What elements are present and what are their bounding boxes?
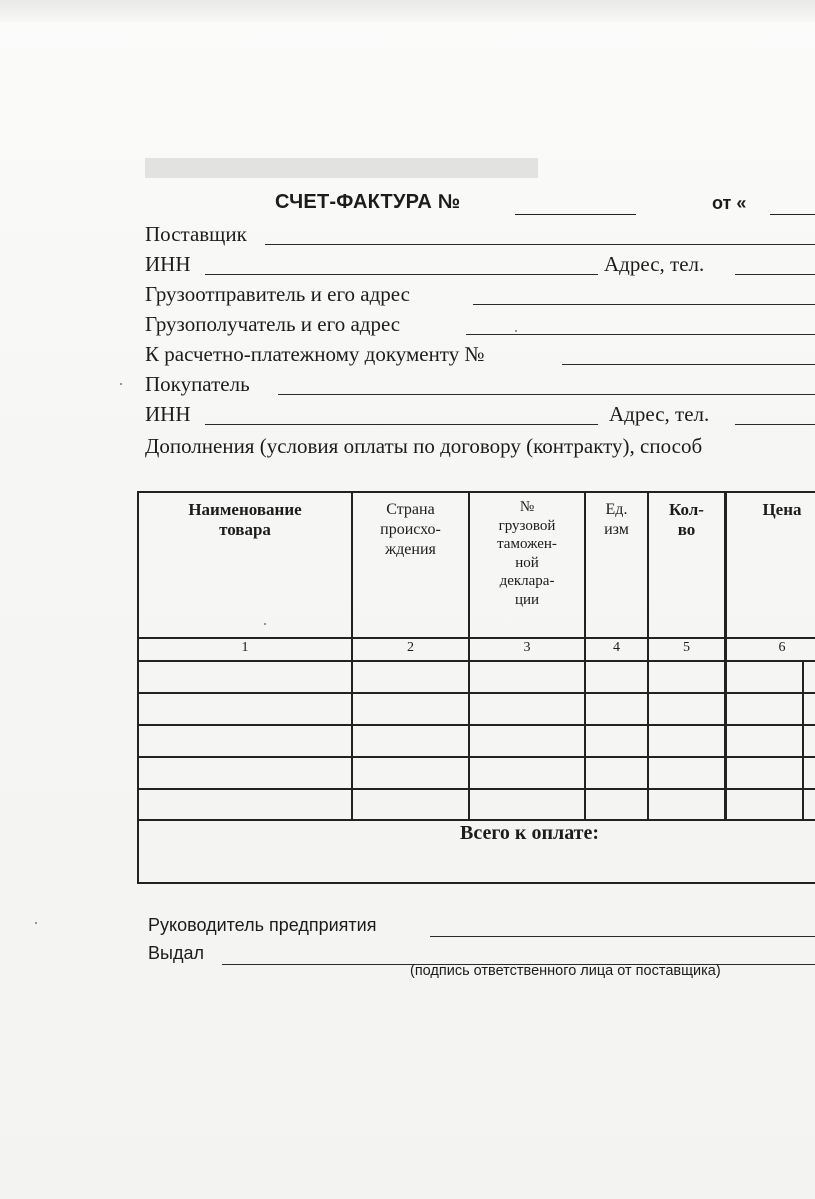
table-row-line	[137, 660, 815, 662]
additions-label: Дополнения (условия оплаты по договору (контракту), способ	[145, 434, 703, 458]
table-row-line	[137, 819, 815, 821]
head-signature-line[interactable]	[430, 936, 815, 937]
column-number: 5	[683, 640, 690, 655]
header-unit	[586, 500, 647, 540]
address-line-1[interactable]	[735, 274, 815, 275]
shipper-line[interactable]	[473, 304, 815, 305]
buyer-line[interactable]	[278, 394, 815, 395]
header-band	[145, 158, 538, 178]
table-bottom-border	[137, 882, 815, 884]
header-line: ции	[514, 591, 540, 608]
payment-doc-label: К расчетно-платежному документу №	[145, 342, 485, 366]
issued-signature-label: Выдал	[148, 943, 204, 963]
column-number: 1	[241, 640, 249, 655]
header-country	[353, 500, 468, 560]
header-line: ждения	[385, 541, 436, 558]
header-customs-declaration	[470, 498, 584, 609]
header-line: Страна	[386, 501, 435, 518]
payment-doc-line[interactable]	[562, 364, 815, 365]
header-line: происхо-	[380, 521, 441, 538]
header-line: Наименование	[188, 500, 302, 519]
table-header-bottom-border	[137, 637, 815, 639]
column-number: 4	[613, 640, 620, 655]
address-label-2: Адрес, тел.	[609, 402, 710, 426]
header-line: Кол-	[669, 500, 704, 519]
total-label: Всего к оплате:	[460, 822, 600, 844]
head-signature-label: Руководитель предприятия	[148, 915, 377, 935]
scan-speck	[264, 623, 266, 625]
invoice-date-label: от «	[712, 193, 747, 213]
table-col-line	[802, 660, 804, 820]
table-row-line	[137, 724, 815, 726]
header-line: деклара-	[499, 573, 555, 589]
header-line: грузовой	[498, 517, 556, 534]
column-number: 3	[523, 640, 531, 655]
column-number: 6	[778, 640, 786, 655]
address-label-1: Адрес, тел.	[604, 252, 705, 276]
header-line: таможен-	[497, 536, 557, 552]
header-line: Цена	[762, 500, 802, 519]
scan-speck	[515, 330, 517, 332]
table-col-line	[137, 491, 139, 884]
header-line: ной	[515, 554, 539, 571]
inn-line-2[interactable]	[205, 424, 598, 425]
invoice-date-line[interactable]	[770, 214, 815, 215]
table-row-line	[137, 692, 815, 694]
supplier-label: Поставщик	[145, 222, 247, 246]
table-row-line	[137, 788, 815, 790]
buyer-label: Покупатель	[145, 372, 250, 396]
scan-top-strip	[0, 0, 815, 22]
supplier-line[interactable]	[265, 244, 815, 245]
shipper-label: Грузоотправитель и его адрес	[145, 282, 410, 306]
inn-label-2: ИНН	[145, 402, 191, 426]
header-quantity	[649, 500, 724, 540]
scan-speck	[35, 922, 37, 924]
header-line: №	[519, 499, 535, 515]
header-line: товара	[219, 520, 271, 539]
column-number: 2	[407, 640, 414, 655]
header-product-name	[139, 500, 351, 540]
signature-note: (подпись ответственного лица от поставщика)	[410, 963, 721, 979]
invoice-title: СЧЕТ-ФАКТУРА №	[275, 191, 461, 213]
consignee-label: Грузополучатель и его адрес	[145, 312, 401, 336]
invoice-number-line[interactable]	[515, 214, 636, 215]
header-line: Ед.	[605, 501, 628, 518]
consignee-line[interactable]	[466, 334, 815, 335]
inn-line-1[interactable]	[205, 274, 598, 275]
address-line-2[interactable]	[735, 424, 815, 425]
header-price	[727, 500, 815, 520]
header-line: во	[677, 520, 696, 539]
scan-speck	[120, 383, 122, 385]
inn-label-1: ИНН	[145, 252, 191, 276]
header-line: изм	[604, 521, 629, 538]
table-top-border	[137, 491, 815, 493]
table-row-line	[137, 756, 815, 758]
